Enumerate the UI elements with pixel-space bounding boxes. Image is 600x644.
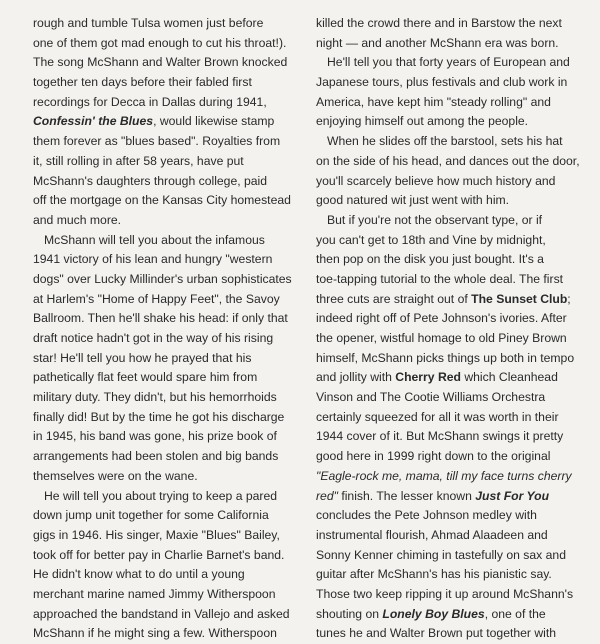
text-line	[316, 605, 574, 625]
text-line: enjoying himself out among the people.	[316, 114, 529, 129]
text-line: The song McShann and Walter Brown knocked	[33, 55, 288, 70]
text-line: off the mortgage on the Kansas City homestead	[33, 193, 291, 208]
text-run: which Cleanhead	[460, 370, 558, 385]
text-line: Japanese tours, plus festivals and club work in	[316, 75, 568, 90]
text-line: them forever as "blues based". Royalties from	[33, 134, 281, 149]
text-line: McShann will tell you about the infamous	[44, 232, 265, 247]
text-run: , one of the	[484, 606, 546, 621]
text-run: finish. The lesser known	[337, 488, 476, 503]
text-line: indeed right off of Pete Johnson's ivories. After	[316, 311, 567, 326]
text-line: 1944 cover of it. But McShann swings it pretty	[316, 429, 564, 444]
text-line: He will tell you about trying to keep a pared	[44, 488, 278, 503]
text-line: and much more.	[33, 212, 122, 227]
text-line: then pop on the disk you just bought. It's a	[316, 252, 544, 267]
text-line: himself, McShann picks things up both in tempo	[316, 350, 575, 365]
text-line: down jump unit together for some California	[33, 508, 269, 523]
text-line: together ten days before their fabled first	[33, 75, 252, 90]
text-line	[316, 467, 574, 487]
text-line: pathetically flat feet would spare him from	[33, 370, 258, 385]
right-text-column	[316, 14, 580, 644]
text-line: military duty. They didn't, but his hemorrhoids	[33, 390, 277, 405]
text-line: good here in 1999 right down to the original	[316, 449, 551, 464]
text-line: star! He'll tell you how he prayed that his	[33, 350, 252, 365]
text-line: you can't get to 18th and Vine by midnight,	[316, 232, 546, 247]
text-line: McShann if he might sing a few. Witherspoon	[33, 626, 277, 641]
text-line: night — and another McShann era was born.	[316, 35, 559, 50]
text-line: guitar after McShann's has his pianistic say.	[316, 567, 552, 582]
text-line: rough and tumble Tulsa women just before	[33, 16, 264, 30]
text-line: certainly squeezed for all it was worth in their	[316, 409, 559, 424]
text-line: Sonny Kenner chiming in tastefully on sax and	[316, 547, 566, 562]
text-line: concludes the Pete Johnson medley with	[316, 508, 537, 523]
text-line: instrumental flourish, Ahmad Alaadeen and	[316, 527, 548, 542]
song-title: Just For You	[475, 488, 550, 503]
text-line: draft notice hadn't got in the way of his rising	[33, 331, 274, 345]
text-line: toe-tapping tutorial to the whole deal. The first	[316, 271, 564, 286]
text-line	[316, 290, 574, 310]
text-line: merchant marine named Jimmy Witherspoon	[33, 586, 276, 601]
text-line	[316, 487, 574, 507]
song-title: Confessin' the Blues	[33, 114, 154, 129]
text-line: recordings for Decca in Dallas during 1941,	[33, 94, 267, 109]
text-line: the opener, wistful homage to old Piney Brown	[316, 331, 567, 345]
text-line: you'll scarcely believe how much history and	[316, 173, 556, 188]
text-line: it, still rolling in after 58 years, have put	[33, 153, 244, 168]
lyric-quote: red"	[316, 488, 338, 503]
text-run: shouting on	[316, 606, 383, 621]
text-line: tunes he and Walter Brown put together with	[316, 626, 557, 641]
text-line: gigs in 1946. His singer, Maxie "Blues" Bailey,	[33, 527, 280, 542]
text-line: in 1945, his band was gone, his prize book of	[33, 429, 277, 444]
text-line: took off for better pay in Charlie Barnet's band.	[33, 547, 285, 562]
text-line: dogs" over Lucky Millinder's urban sophisticates	[33, 271, 292, 286]
text-line: America, have kept him "steady rolling" and	[316, 94, 551, 109]
text-line	[316, 368, 574, 388]
song-title: The Sunset Club	[471, 291, 568, 306]
text-run: ;	[567, 291, 571, 306]
song-title: Cherry Red	[395, 370, 461, 385]
lyric-quote: "Eagle-rock me, mama, till my face turns cherry	[316, 468, 572, 483]
text-line: good natured wit just went with him.	[316, 193, 510, 208]
text-line: killed the crowd there and in Barstow the next	[316, 16, 562, 30]
text-line: Vinson and The Cootie Williams Orchestra	[316, 390, 546, 405]
text-run: and jollity with	[316, 370, 396, 385]
text-line: at Harlem's "Home of Happy Feet", the Savoy	[33, 291, 280, 306]
text-line: one of them got mad enough to cut his throat!).	[33, 35, 287, 50]
text-line: on the side of his head, and dances out the door,	[316, 153, 580, 168]
text-line: 1941 victory of his lean and hungry "western	[33, 252, 273, 267]
text-line: But if you're not the observant type, or if	[327, 212, 543, 227]
song-title: Lonely Boy Blues	[382, 606, 485, 621]
text-line: themselves were on the wane.	[33, 468, 198, 483]
text-line: McShann's daughters through college, paid	[33, 173, 268, 188]
text-line: finally did! But by the time he got his discharge	[33, 409, 285, 424]
text-line: When he slides off the barstool, sets his hat	[327, 134, 563, 149]
text-line: Ballroom. Then he'll shake his head: if only that	[33, 311, 288, 326]
text-line: approached the bandstand in Vallejo and asked	[33, 606, 290, 621]
text-line: arrangements had been stolen and big bands	[33, 449, 279, 464]
text-line: He'll tell you that forty years of European and	[327, 55, 570, 70]
text-run: , would likewise stamp	[153, 114, 275, 129]
text-run: three cuts are straight out of	[316, 291, 472, 306]
text-line: Those two keep ripping it up around McShann's	[316, 586, 574, 601]
left-text-column	[33, 14, 291, 644]
text-line: He didn't know what to do until a young	[33, 567, 245, 582]
text-line	[33, 112, 291, 132]
